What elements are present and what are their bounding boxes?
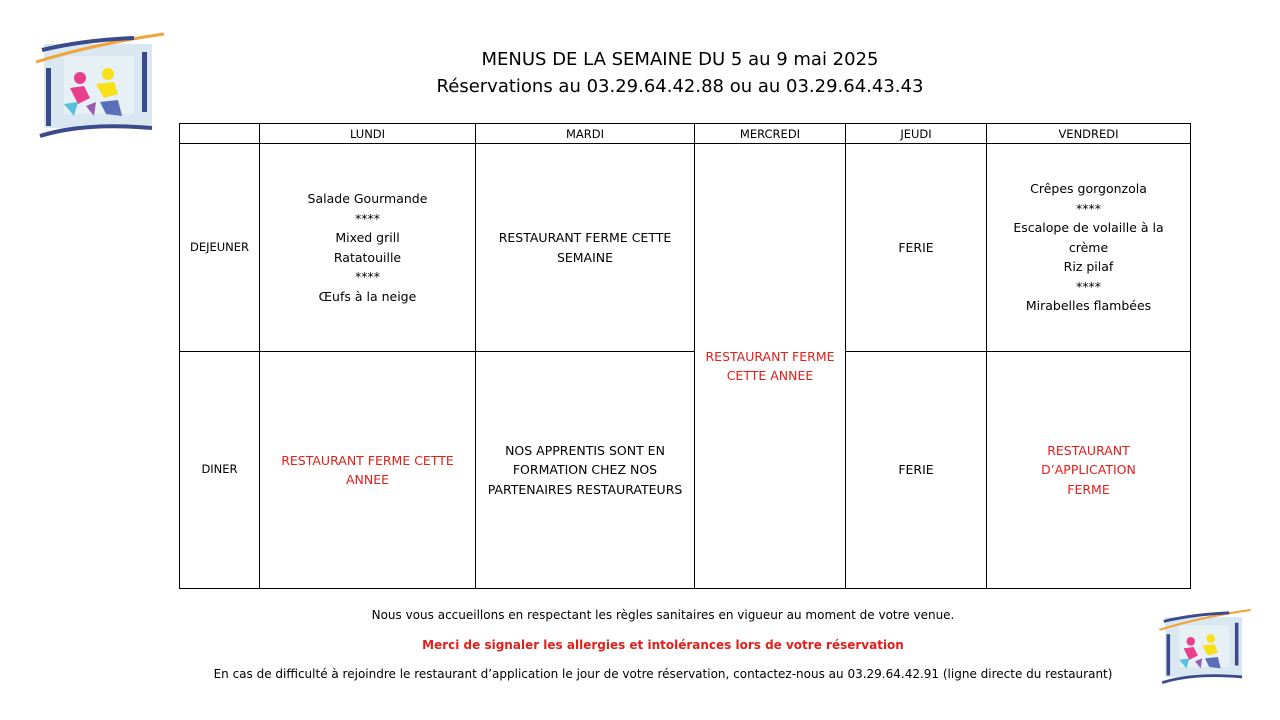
dinner-thursday: FERIE xyxy=(846,352,987,589)
table-row-dinner xyxy=(180,352,1191,589)
menu-item: Escalope de volaille à la crème xyxy=(1013,220,1164,255)
dinner-monday: RESTAURANT FERME CETTE ANNEE xyxy=(260,352,476,589)
menu-item: Œufs à la neige xyxy=(318,288,417,304)
col-header-friday: VENDREDI xyxy=(987,124,1191,144)
menu-item: Ratatouille xyxy=(333,249,402,265)
lunch-tuesday: RESTAURANT FERME CETTE SEMAINE xyxy=(476,144,695,352)
corner-cell xyxy=(180,124,260,144)
col-header-monday: LUNDI xyxy=(260,124,476,144)
col-header-thursday: JEUDI xyxy=(846,124,987,144)
menu-separator: **** xyxy=(1076,200,1101,216)
menu-item: Salade Gourmande xyxy=(307,191,428,206)
footer-sanitary-note: Nous vous accueillons en respectant les règles sanitaires en vigueur au moment de votre venue. xyxy=(371,608,955,622)
lunch-thursday: FERIE xyxy=(846,144,987,352)
row-label-lunch: DEJEUNER xyxy=(180,144,260,352)
school-logo-bottom xyxy=(1158,606,1252,688)
wednesday-closed: RESTAURANT FERME CETTE ANNEE xyxy=(695,144,846,589)
weekly-menu-table xyxy=(179,123,1191,589)
lunch-friday xyxy=(987,144,1191,352)
title-reservations: Réservations au 03.29.64.42.88 ou au 03.29.64.43.43 xyxy=(436,76,924,97)
dinner-tuesday: NOS APPRENTIS SONT EN FORMATION CHEZ NOS PARTENAIRES RESTAURATEURS xyxy=(476,352,695,589)
menu-separator: **** xyxy=(355,269,380,284)
row-label-dinner: DINER xyxy=(180,352,260,589)
dinner-friday: RESTAURANT D’APPLICATION FERME xyxy=(987,352,1191,589)
lunch-monday xyxy=(260,144,476,352)
menu-item: Mirabelles flambées xyxy=(1025,298,1152,314)
col-header-wednesday: MERCREDI xyxy=(695,124,846,144)
title-week: MENUS DE LA SEMAINE DU 5 au 9 mai 2025 xyxy=(481,49,879,70)
table-header-row xyxy=(180,124,1191,144)
page-title xyxy=(380,46,980,100)
footer-allergy-note: Merci de signaler les allergies et intolérances lors de votre réservation xyxy=(422,638,904,652)
menu-item: Mixed grill xyxy=(335,230,400,245)
table-row-lunch xyxy=(180,144,1191,352)
menu-separator: **** xyxy=(355,210,380,226)
menu-item: Riz pilaf xyxy=(1063,259,1114,275)
col-header-tuesday: MARDI xyxy=(476,124,695,144)
menu-separator: **** xyxy=(1076,278,1101,294)
menu-item: Crêpes gorgonzola xyxy=(1030,181,1147,197)
footer-contact-note: En cas de difficulté à rejoindre le restaurant d’application le jour de votre réservation, contactez-nous au 03.29.64.42.91 (ligne directe du restaurant) xyxy=(213,667,1113,681)
school-logo-top xyxy=(34,32,166,140)
